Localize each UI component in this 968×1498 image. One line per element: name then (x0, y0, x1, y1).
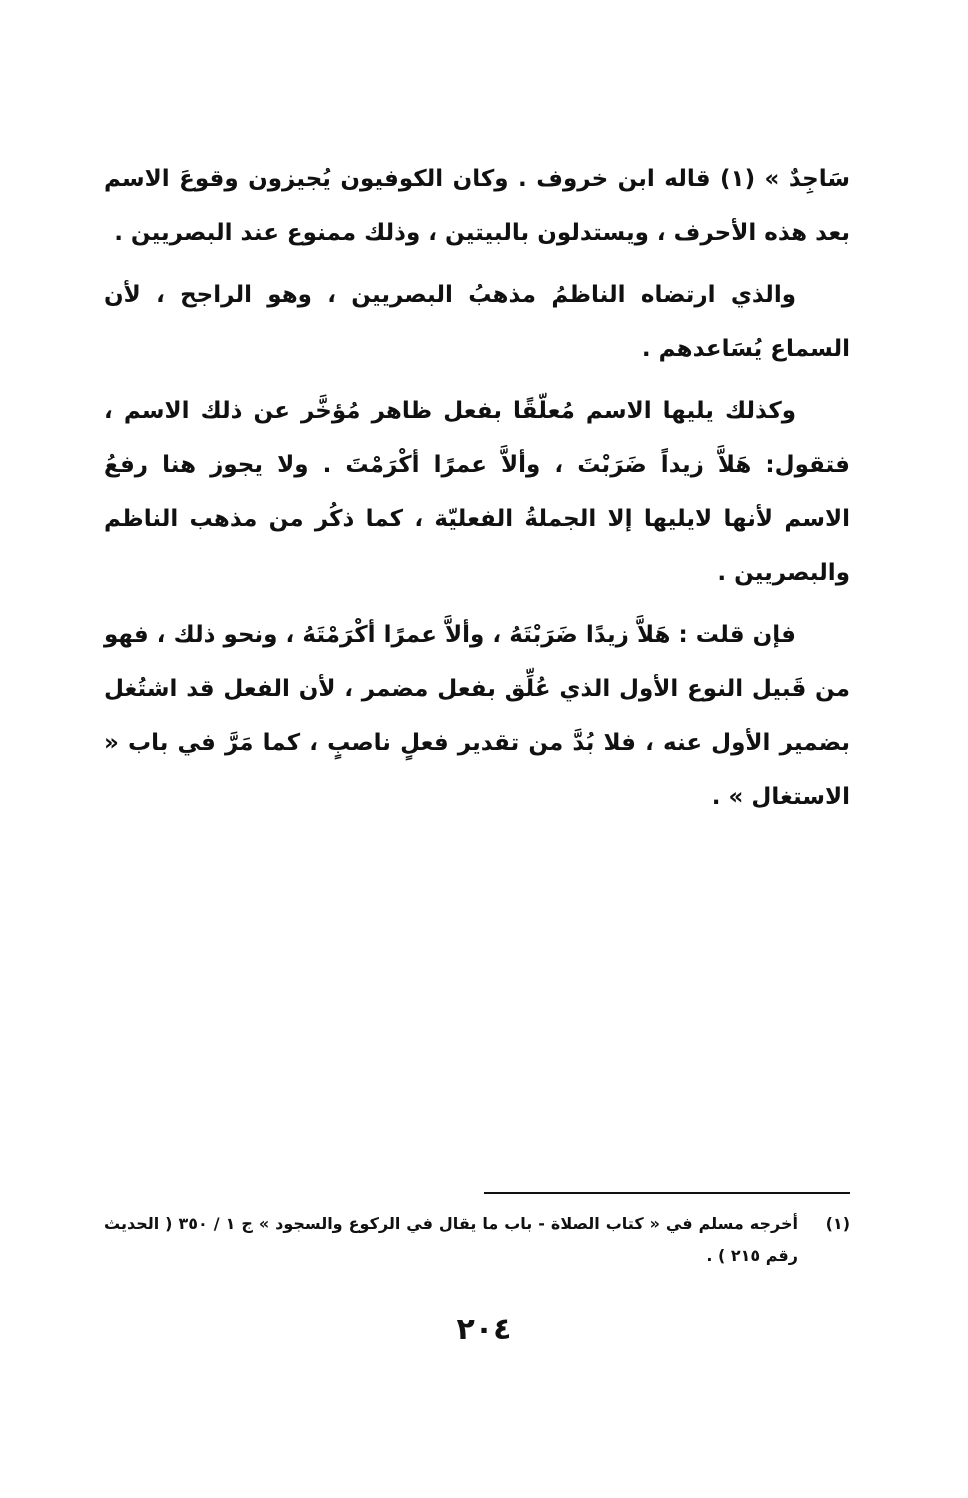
footnote (104, 1208, 850, 1272)
paragraph-4: فإن قلت : هَلاَّ زيدًا ضَرَبْتَهُ ، وألاَّ عمرًا أكْرَمْتَهُ ، ونحو ذلك ، فهو من قَبيل النوع الأول الذي عُلِّق بفعل مضمر ، لأن الفعل قد اشتُغل بضمير الأول عنه ، فلا بُدَّ من تقدير فعلٍ ناصبٍ ، كما مَرَّ في باب « الاستغال » . (104, 622, 850, 810)
footnote-separator (484, 1192, 850, 1194)
footnote-marker: (١) (825, 1214, 850, 1233)
page-number: ٢٠٤ (456, 1312, 512, 1347)
paragraph-1: سَاجِدٌ » (١) قاله ابن خروف . وكان الكوفيون يُجيزون وقوعَ الاسم بعد هذه الأحرف ، ويستدلون بالبيتين ، وذلك ممنوع عند البصريين . (104, 166, 850, 246)
footnote-text: أخرجه مسلم في « كتاب الصلاة - باب ما يقال في الركوع والسجود » ج ١ / ٣٥٠ ( الحديث رقم ٢١٥ ) . (104, 1214, 799, 1265)
paragraph-2: والذي ارتضاه الناظمُ مذهبُ البصريين ، وهو الراجح ، لأن السماع يُسَاعدهم . (104, 282, 850, 362)
paragraph-3: وكذلك يليها الاسم مُعلّقًا بفعل ظاهر مُؤخَّر عن ذلك الاسم ، فتقول: هَلاَّ زيداً ضَرَبْتَ ، وألاَّ عمرًا أكْرَمْتَ . ولا يجوز هنا رفعُ الاسم لأنها لايليها إلا الجملةُ الفعليّة ، كما ذكُر من مذهب الناظم والبصريين . (104, 398, 850, 586)
main-text (104, 152, 850, 832)
